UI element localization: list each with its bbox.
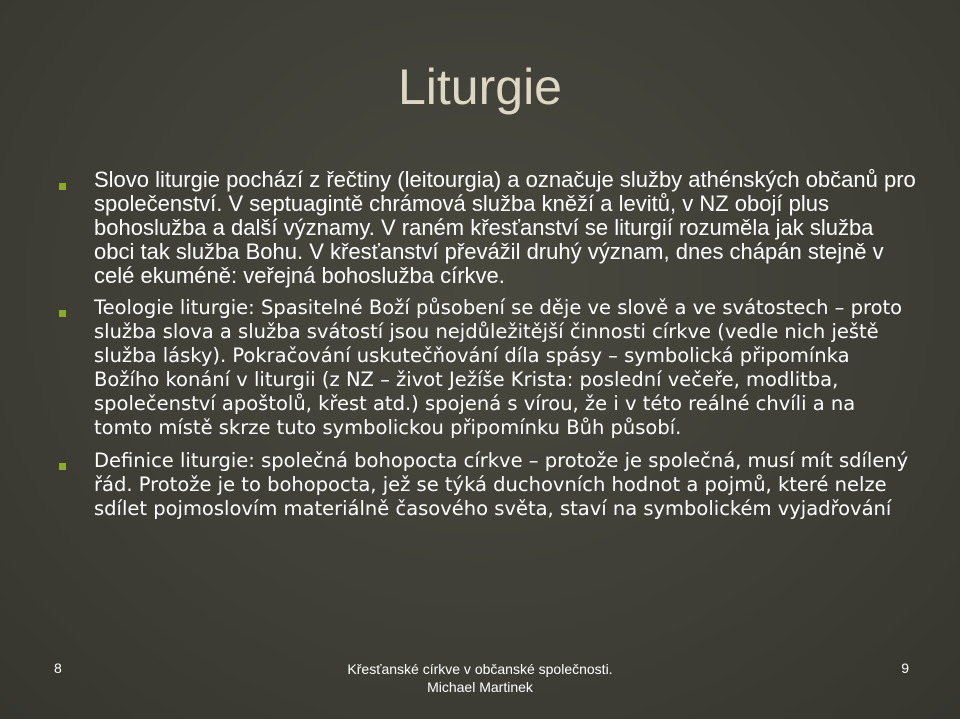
square-bullet-icon bbox=[59, 310, 66, 317]
bullet-item-theology bbox=[56, 296, 916, 440]
square-bullet-icon bbox=[59, 463, 66, 470]
bullet-text: Teologie liturgie: Spasitelné Boží působení se děje ve slově a ve svátostech – proto služba slova a služba svátostí jsou nejdůležitější činnosti církve (vedle nich ještě služba lásky). Pokračování uskutečňování díla spásy – symbolická připomínka Božího konání v liturgii (z NZ – život Ježíše Krista: poslední večeře, modlitba, společenství apoštolů, křest atd.) spojená s vírou, že i v této reálné chvíli a na tomto místě skrze tuto symbolickou připomínku Bůh působí. bbox=[94, 296, 903, 439]
footer-caption bbox=[330, 660, 630, 696]
footer-course-title: Křesťanské církve v občanské společnosti. bbox=[347, 661, 613, 677]
bullet-item-definition bbox=[56, 449, 916, 521]
footer-slide-number-right: 9 bbox=[901, 660, 909, 676]
bullet-item-etymology bbox=[56, 168, 916, 288]
footer-author: Michael Martinek bbox=[427, 679, 533, 695]
bullet-text: Definice liturgie: společná bohopocta církve – protože je společná, musí mít sdílený řád. Protože je to bohopocta, jež se týká duchovních hodnot a pojmů, které nelze sdílet pojmoslovím materiálně časového světa, staví na symbolickém vyjadřování bbox=[94, 449, 909, 520]
bullet-text: Slovo liturgie pochází z řečtiny (leitourgia) a označuje služby athénských občanů pro společenství. V septuagintě chrámová služba kněží a levitů, v NZ obojí plus bohoslužba a další významy. V raném křesťanství se liturgií rozuměla jak služba obci tak služba Bohu. V křesťanství převážil druhý význam, dnes chápán stejně v celé ekuméně: veřejná bohoslužba církve. bbox=[94, 167, 916, 288]
square-bullet-icon bbox=[59, 183, 66, 190]
slide-title: Liturgie bbox=[398, 59, 562, 115]
footer-slide-number-left: 8 bbox=[54, 660, 62, 676]
slide-content bbox=[56, 168, 916, 521]
